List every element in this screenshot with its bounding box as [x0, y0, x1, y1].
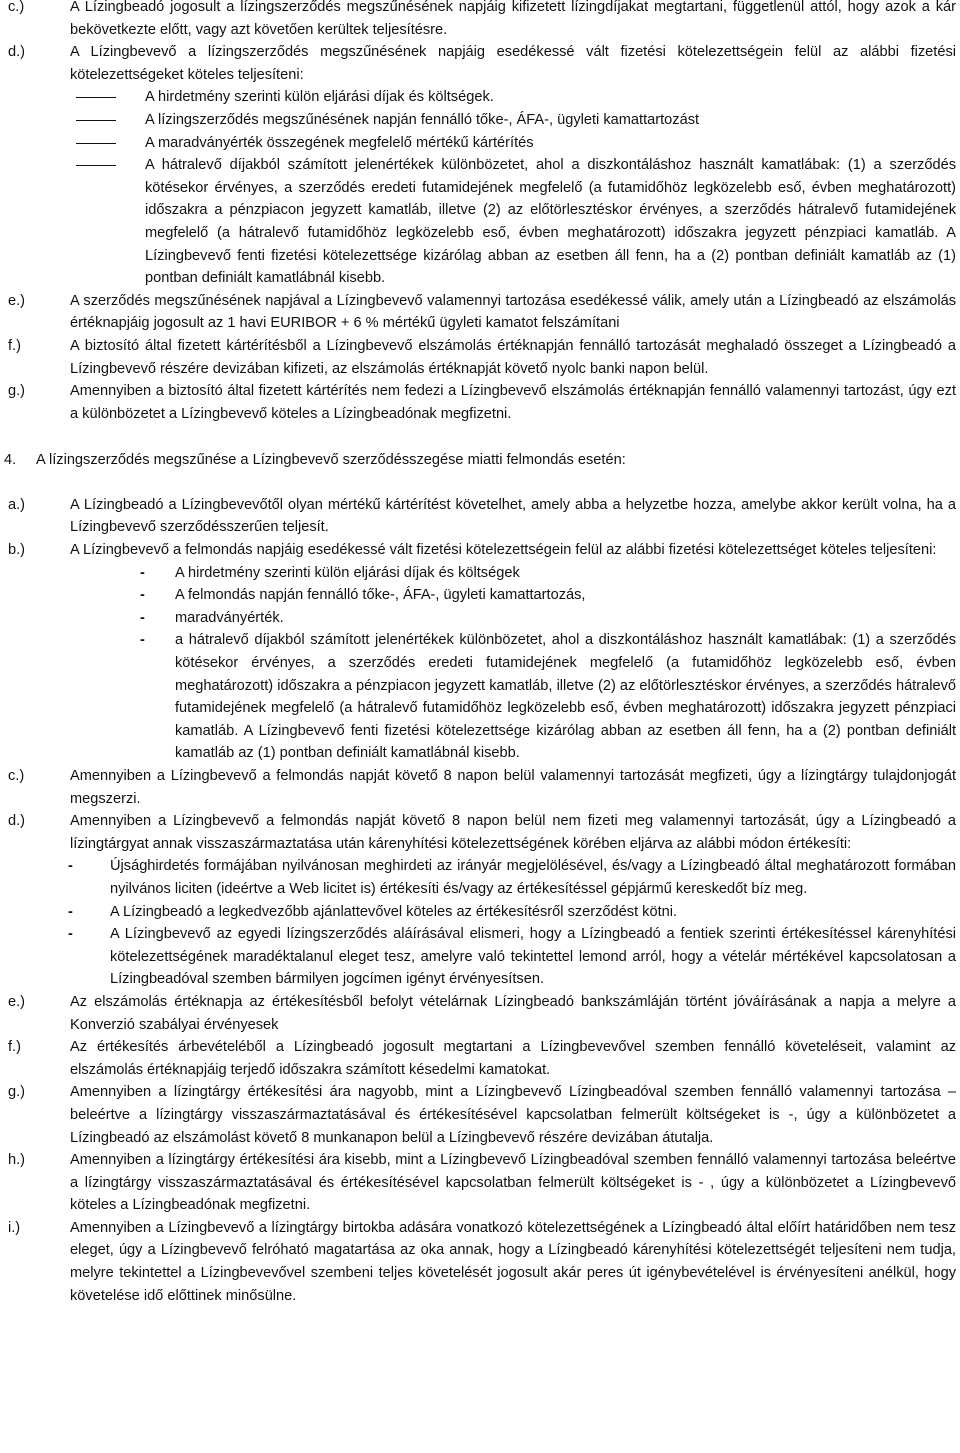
- list-item-a: [0, 494, 960, 539]
- bullet-marker: -: [140, 564, 145, 581]
- dash-item: [0, 132, 960, 155]
- list-item-c: [0, 0, 960, 41]
- bullet-text: A felmondás napján fennálló tőke-, ÁFA-, ügyleti kamattartozás,: [175, 587, 586, 604]
- section-title: A lízingszerződés megszűnése a Lízingbevevő szerződésszegése miatti felmondás esetén:: [36, 452, 626, 469]
- bullet-marker: -: [140, 587, 145, 604]
- list-item-d: [0, 810, 960, 855]
- bullet-marker: -: [140, 609, 145, 626]
- item-label: i.): [8, 1219, 21, 1236]
- dash-marker: [76, 165, 116, 166]
- item-label: f.): [8, 337, 21, 354]
- item-label: a.): [8, 496, 26, 513]
- item-label: c.): [8, 768, 25, 784]
- item-label: f.): [8, 1039, 21, 1056]
- item-text: A Lízingbeadó jogosult a lízingszerződés megszűnésének napjáig kifizetett lízingdíjakat megtartani, függetlenül attól, hogy azok a kár bekövetkezte előtt, vagy azt követően kerültek teljesítésre.: [70, 0, 956, 38]
- bullet-item: [0, 855, 960, 900]
- item-label: e.): [8, 292, 26, 309]
- item-text: Az értékesítés árbevételéből a Lízingbeadó jogosult megtartani a Lízingbevevővel szemben fennálló követeléseit, valamint az elszámolás értéknapjáig terjedő időszakra számított késedelmi kamatokat.: [70, 1039, 956, 1078]
- bullet-item: [0, 629, 960, 765]
- item-text: Amennyiben a Lízingbevevő a felmondás napját követő 8 napon belül valamennyi tartozását megfizeti, úgy a lízingtárgy tulajdonjogát megszerzi.: [70, 768, 956, 807]
- bullet-marker: -: [68, 903, 73, 920]
- list-item-e: [0, 290, 960, 335]
- item-label: b.): [8, 542, 26, 559]
- section-number: 4.: [4, 452, 17, 469]
- dash-item-text: A lízingszerződés megszűnésének napján fennálló tőke-, ÁFA-, ügyleti kamattartozást: [145, 111, 700, 128]
- bullet-text: Újsághirdetés formájában nyilvánosan meghirdeti az irányár megjelölésével, és/vagy a Lízingbeadó által meghatározott formában nyilvános liciten (ideértve a Web licitet is) értékesíti és/vagy az értékesítéssel gépjármű kereskedőt bíz meg.: [110, 858, 956, 897]
- dash-marker: [76, 143, 116, 144]
- dash-item: [0, 86, 960, 109]
- item-text: A Lízingbevevő a felmondás napjáig esedékessé vált fizetési kötelezettségein felül az alábbi fizetési kötelezettséget köteles teljesíteni:: [70, 542, 937, 559]
- dash-marker: [76, 97, 116, 98]
- item-text: A Lízingbeadó a Lízingbevevőtől olyan mértékű kártérítést követelhet, amely abba a helyzetbe hozza, amelybe akkor került volna, ha a Lízingbevevő szerződésszerűen teljesít.: [70, 496, 956, 536]
- list-item-e: [0, 991, 960, 1036]
- item-text: Amennyiben a lízingtárgy értékesítési ára kisebb, mint a Lízingbevevő Lízingbeadóval szemben fennálló valamennyi tartozása beleértve a lízingtárgy visszaszármaztatásával és értékesítésével kapcsolatban felmerült költségeket is - , úgy a különbözetet a Lízingbevevő köteles a Lízingbeadónak megfizetni.: [70, 1152, 956, 1214]
- bullet-item: [0, 901, 960, 924]
- bullet-text: A hirdetmény szerinti külön eljárási díjak és költségek: [175, 564, 520, 581]
- item-text: Amennyiben a biztosító által fizetett kártérítés nem fedezi a Lízingbevevő elszámolás értéknapján fennálló valamennyi tartozást, úgy ezt a különbözetet a Lízingbevevő köteles a Lízingbeadónak megfizetni.: [70, 383, 956, 422]
- item-label: d.): [8, 44, 26, 61]
- item-text: A Lízingbevevő a lízingszerződés megszűnésének napjáig esedékessé vált fizetési kötelezettségein felül az alábbi fizetési kötelezettségeket köteles teljesíteni:: [70, 44, 956, 83]
- item-text: Amennyiben a Lízingbevevő a felmondás napját követő 8 napon belül nem fizeti meg valamennyi tartozását, úgy a Lízingbeadó a lízingtárgyat annak visszaszármaztatása után kárenyhítési kötelezettségének körében eljárva az alábbi módon értékesíti:: [70, 813, 956, 852]
- dash-item-text: A maradványérték összegének megfelelő mértékű kártérítés: [145, 134, 534, 151]
- list-item-g: [0, 1081, 960, 1149]
- item-label: c.): [8, 0, 25, 15]
- item-label: g.): [8, 1084, 26, 1101]
- bullet-item: [0, 923, 960, 991]
- list-item-h: [0, 1149, 960, 1217]
- item-label: d.): [8, 813, 26, 830]
- item-text: A biztosító által fizetett kártérítésből a Lízingbevevő elszámolás értéknapján fennálló tartozását meghaladó összeget a Lízingbeadó a Lízingbevevő részére devizában kifizeti, az elszámolás értéknapját követő nyolc banki napon belül.: [70, 337, 956, 377]
- list-item-c: [0, 765, 960, 810]
- item-label: e.): [8, 993, 26, 1010]
- section-heading-4: [0, 449, 960, 472]
- list-item-i: [0, 1217, 960, 1307]
- list-item-d: [0, 41, 960, 86]
- dash-item: [0, 154, 960, 290]
- item-text: Az elszámolás értéknapja az értékesítésből befolyt vételárnak Lízingbeadó bankszámláján történt jóváírásának a napja a melyre a Konverzió szabályai érvényesek: [70, 993, 956, 1033]
- bullet-item: [0, 607, 960, 630]
- item-text: Amennyiben a lízingtárgy értékesítési ára nagyobb, mint a Lízingbevevő Lízingbeadóval szemben fennálló valamennyi tartozása – beleértve a lízingtárgy visszaszármaztatásával és értékesítésével kapcsolatban felmerült költségeket is -, úgy a különbözetet a Lízingbeadó az elszámolást követő 8 munkanapon belül a Lízingbevevő részére devizában átutalja.: [70, 1084, 956, 1146]
- dash-item: [0, 109, 960, 132]
- dash-item-text: A hirdetmény szerinti külön eljárási díjak és költségek.: [145, 89, 494, 106]
- bullet-text: A Lízingbevevő az egyedi lízingszerződés aláírásával elismeri, hogy a Lízingbeadó a fentiek szerinti értékesítéssel kárenyhítési kötelezettségének maradéktalanul eleget tesz, amelyre való tekintettel lemond arról, hogy a vételár mértékével kapcsolatosan a Lízingbeadóval szemben bármilyen jogcímen igényt érvényesítsen.: [110, 926, 956, 988]
- item-text: Amennyiben a Lízingbevevő a lízingtárgy birtokba adására vonatkozó kötelezettségének a Lízingbeadó által előírt határidőben nem tesz eleget, úgy a Lízingbevevő felróható magatartása az oka annak, hogy a Lízingbeadó kárenyhítési kötelezettségét teljesíteni nem tudja, melyre tekintettel a Lízingbevevővel szembeni teljes követelését jogosult akár peres út igénybevételével is érvényesíteni anélkül, hogy követelése idő előttinek minősülne.: [70, 1219, 956, 1304]
- bullet-item: [0, 584, 960, 607]
- list-item-b: [0, 539, 960, 562]
- bullet-marker: -: [140, 632, 145, 649]
- bullet-marker: -: [68, 926, 73, 943]
- item-label: g.): [8, 383, 26, 400]
- list-item-f: [0, 335, 960, 380]
- item-text: A szerződés megszűnésének napjával a Lízingbevevő valamennyi tartozása esedékessé válik, amely után a Lízingbeadó az elszámolás értéknapjáig jogosult az 1 havi EURIBOR + 6 % mértékű ügyleti kamatot felszámítani: [70, 292, 956, 332]
- bullet-text: a hátralevő díjakból számított jelenértékek különbözetet, ahol a diszkontáláshoz használt kamatlábak: (1) a szerződés kötésekor érvényes, a szerződés eredeti futamidejének megfelelő (a futamidőhöz legközelebb eső, évben meghatározott) időszakra a pénzpiacon jegyzett kamatláb, illetve (2) az előtörlesztéskor érvényes, a szerződés hátralevő futamidejének megfelelő (a hátralevő futamidőhöz legközelebb eső, évben meghatározott) időszakra jegyzett pénzpiaci kamatláb. A Lízingbevevő fenti fizetési kötelezettsége kizárólag abban az esetben áll fenn, ha a (2) pontban definiált kamatláb az (1) pontban definiált kamatlábnál kisebb.: [175, 632, 956, 762]
- bullet-text: A Lízingbeadó a legkedvezőbb ajánlattevővel köteles az értékesítésről szerződést kötni.: [110, 903, 678, 920]
- list-item-g: [0, 380, 960, 425]
- bullet-item: [0, 562, 960, 585]
- bullet-text: maradványérték.: [175, 609, 284, 626]
- item-label: h.): [8, 1152, 26, 1169]
- dash-item-text: A hátralevő díjakból számított jelenértékek különbözetet, ahol a diszkontáláshoz használt kamatlábak: (1) a szerződés kötésekor érvényes, a szerződés eredeti futamidejének megfelelő (a futamidőhöz legközelebb eső, évben meghatározott) időszakra a pénzpiacon jegyzett kamatláb, illetve (2) az előtörlesztéskor érvényes, a szerződés hátralevő futamidejének megfelelő (a hátralevő futamidőhöz legközelebb eső, évben meghatározott) időszakra jegyzett pénzpiaci kamatláb. A Lízingbevevő fenti fizetési kötelezettsége kizárólag abban az esetben áll fenn, ha a (2) pontban definiált kamatláb az (1) pontban definiált kamatlábnál kisebb.: [145, 157, 956, 287]
- list-item-f: [0, 1036, 960, 1081]
- dash-marker: [76, 120, 116, 121]
- bullet-marker: -: [68, 858, 73, 875]
